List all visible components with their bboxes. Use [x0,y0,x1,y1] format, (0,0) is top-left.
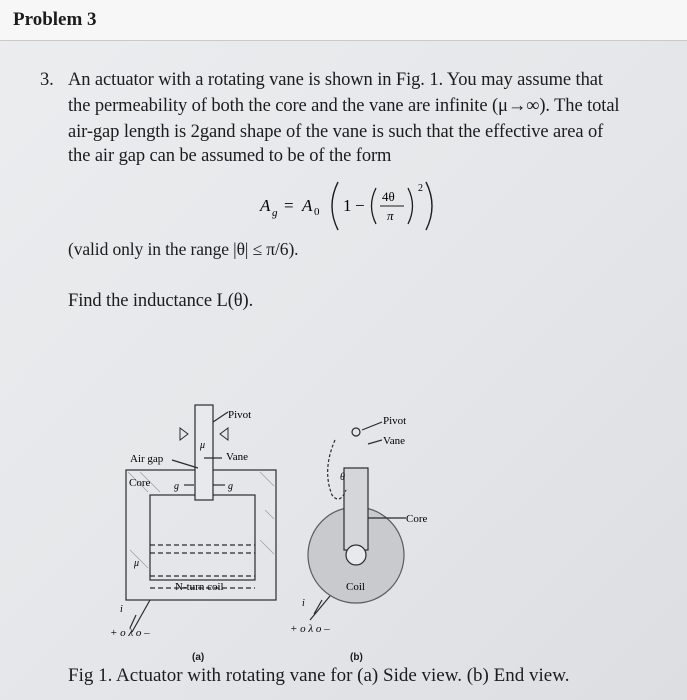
header-divider [0,40,687,41]
eq-equals: = [284,196,294,215]
problem-line-3: air-gap length is 2gand shape of the vane is such that the effective area of [68,122,604,142]
vane-leader-b [368,440,382,444]
label-g-right: g [228,481,233,492]
eq-lhs: A [260,196,271,215]
label-lambda-b: + o λ o – [290,623,330,635]
label-lambda-a: + o λ o – [110,627,150,639]
eq-coef-sub: 0 [314,206,320,218]
coil-hub [346,545,366,565]
end-leads [310,596,330,620]
end-vane [344,468,368,550]
label-pivot-a: Pivot [228,409,252,421]
label-mu-core: μ [134,558,140,569]
page-header [0,0,687,40]
air-gap-leader [172,460,198,468]
problem-line-4: the air gap can be assumed to be of the form [68,146,392,166]
subfigure-a-label: (a) [192,652,205,663]
area-equation [256,178,446,234]
eq-outer-paren-left [332,182,338,230]
eq-numerator: 4θ [382,189,395,204]
problem-line-2: the permeability of both the core and the vane are infinite (μ→∞). The total [68,96,620,116]
label-coil-b: Coil [346,581,365,593]
label-g-left: g [174,481,179,492]
eq-lhs-sub: g [272,207,278,219]
label-core-b: Core [406,513,428,525]
actuator-figure [100,400,460,660]
pivot-leader-b [362,422,382,430]
problem-title: Problem 3 [13,9,97,30]
eq-one: 1 [343,196,352,215]
label-core-a: Core [129,477,151,489]
pivot-leader [213,412,228,422]
core-inner [150,495,255,580]
vane-shaft [195,405,213,500]
problem-line-1: An actuator with a rotating vane is shown in Fig. 1. You may assume that [68,70,603,90]
label-current-a: i [120,604,123,615]
label-current-b: i [302,598,305,609]
vane-swing-path [328,440,346,499]
label-mu-vane: μ [200,440,206,451]
label-theta: θ [340,472,345,483]
label-air-gap: Air gap [130,453,164,465]
label-vane-b: Vane [383,435,405,447]
eq-denominator: π [387,208,394,223]
eq-minus: − [355,196,365,215]
label-coil-a: N-turn coil [175,581,224,593]
eq-coef: A [302,196,313,215]
subfigure-b-label: (b) [350,652,363,663]
eq-outer-paren-right [426,182,432,230]
label-vane-a: Vane [226,451,248,463]
label-pivot-b: Pivot [383,415,407,427]
eq-inner-paren-right [408,188,413,224]
figure-caption: Fig 1. Actuator with rotating vane for (a) Side view. (b) End view. [68,665,570,686]
pivot-point [352,428,360,436]
eq-exponent: 2 [418,183,423,194]
eq-inner-paren-left [372,188,377,224]
problem-number: 3. [40,70,54,90]
validity-text: (valid only in the range |θ| ≤ π/6). [68,239,299,259]
task-text: Find the inductance L(θ). [68,291,254,311]
